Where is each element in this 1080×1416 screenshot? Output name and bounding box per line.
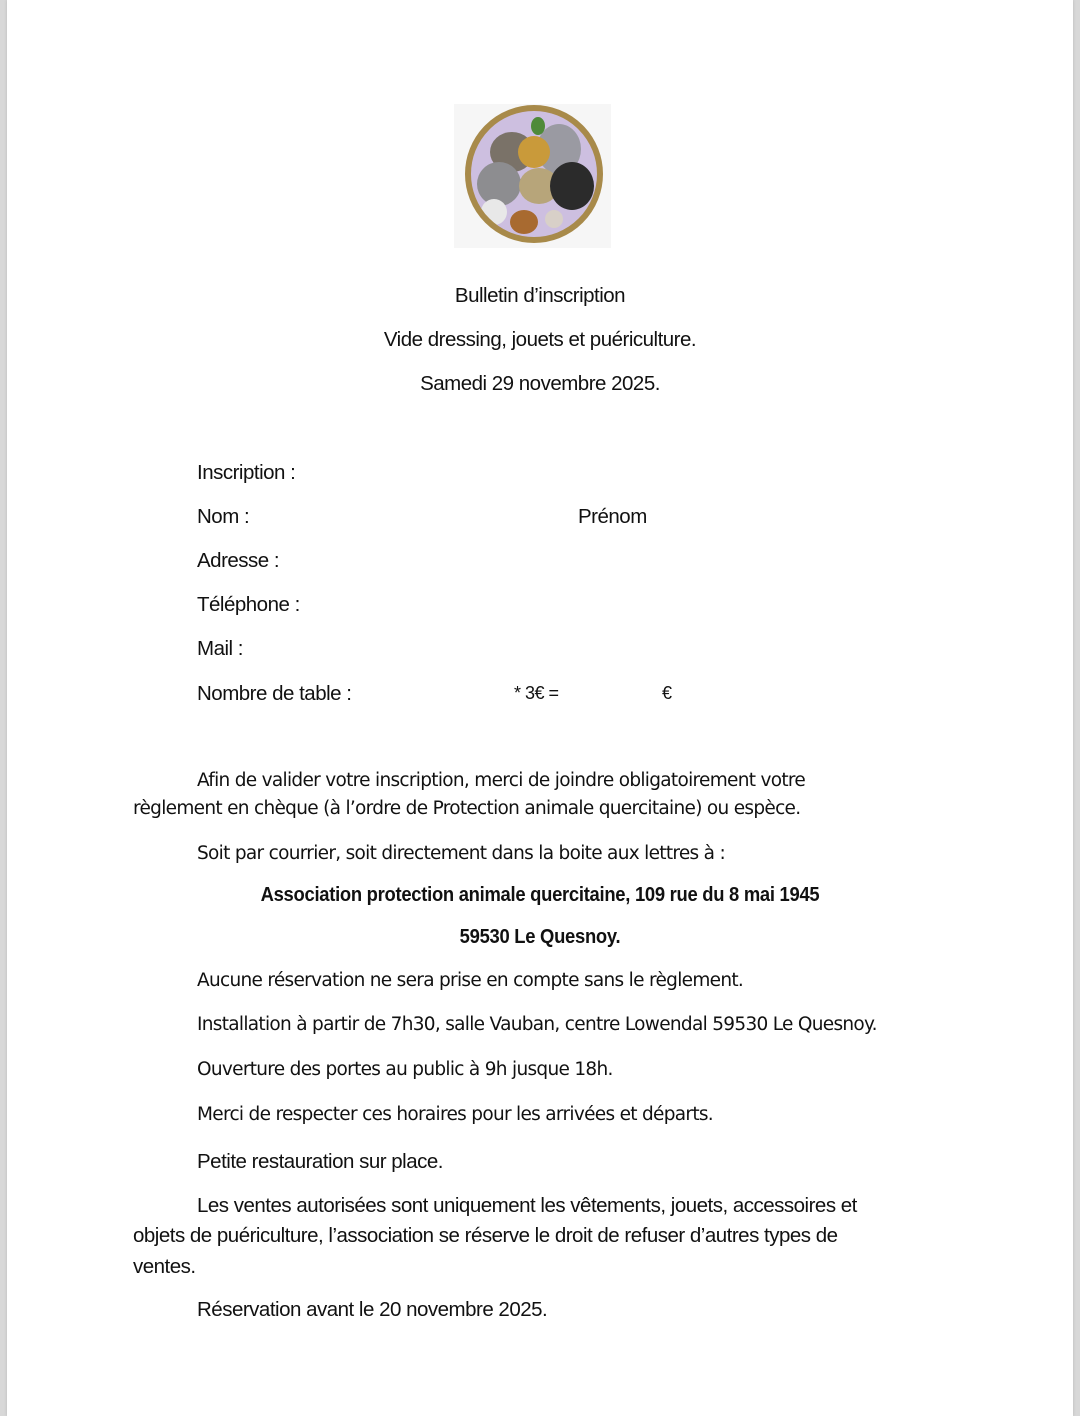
food-info: Petite restauration sur place. [197,1150,443,1173]
price-per-table: * 3€ = [514,683,559,703]
validation-text-line2: règlement en chèque (à l’ordre de Protection animale quercitaine) ou espèce. [133,798,801,819]
no-reservation-notice: Aucune réservation ne sera prise en compte sans le règlement. [197,970,744,991]
prenom-label: Prénom [578,505,647,528]
total-currency: € [662,683,672,703]
association-address-line1: Association protection animale quercitaine, 109 rue du 8 mai 1945 [260,884,820,906]
tables-label: Nombre de table : [197,682,352,705]
sales-rules-line2: objets de puériculture, l’association se réserve le droit de refuser d’autres types de [133,1224,838,1247]
sales-rules-line3: ventes. [133,1255,196,1278]
form-title: Bulletin d’inscription [454,284,626,307]
association-address-line2: 59530 Le Quesnoy. [459,926,621,948]
mail-label: Mail : [197,637,243,660]
animal-association-logo-icon [454,104,611,248]
respect-hours-notice: Merci de respecter ces horaires pour les arrivées et départs. [197,1104,713,1125]
document-page [7,0,1073,1416]
installation-info: Installation à partir de 7h30, salle Vauban, centre Lowendal 59530 Le Quesnoy. [197,1014,877,1035]
reservation-deadline: Réservation avant le 20 novembre 2025. [197,1298,548,1321]
association-logo [454,104,611,248]
validation-text-line1: Afin de valider votre inscription, merci de joindre obligatoirement votre [197,770,806,791]
mail-instruction: Soit par courrier, soit directement dans la boite aux lettres à : [197,843,726,864]
sales-rules-line1: Les ventes autorisées sont uniquement les vêtements, jouets, accessoires et [197,1194,857,1217]
telephone-label: Téléphone : [197,593,300,616]
nom-label: Nom : [197,505,250,528]
adresse-label: Adresse : [197,549,280,572]
opening-hours: Ouverture des portes au public à 9h jusque 18h. [197,1059,613,1080]
inscription-label: Inscription : [197,461,296,484]
event-subtitle: Vide dressing, jouets et puériculture. [383,328,697,351]
event-date: Samedi 29 novembre 2025. [420,372,660,395]
